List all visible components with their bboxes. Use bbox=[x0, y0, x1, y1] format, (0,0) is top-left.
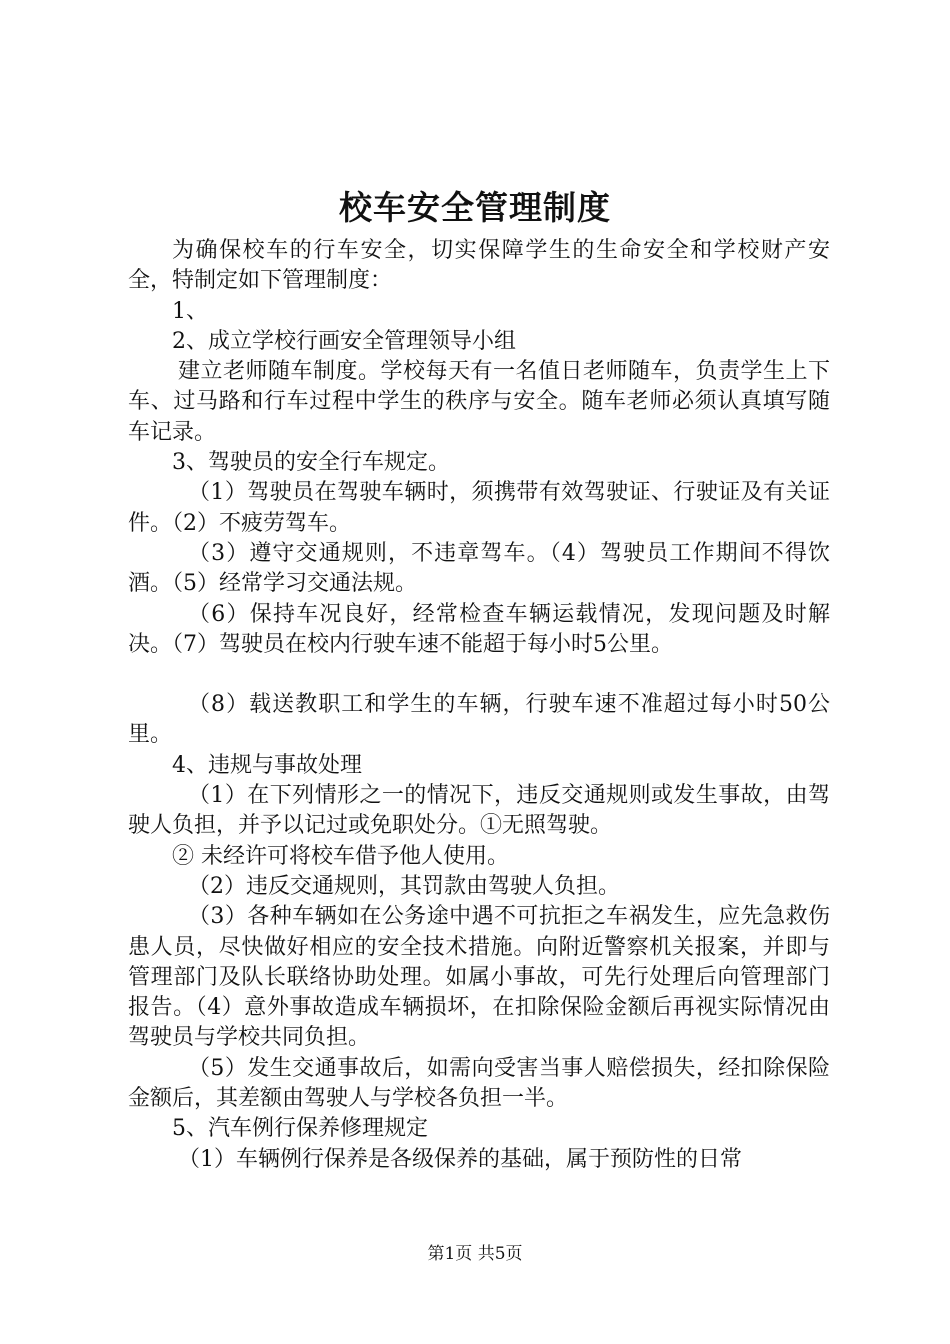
paragraph-rule-1-2: （1）驾驶员在驾驶车辆时，须携带有效驾驶证、行驶证及有关证件。（2）不疲劳驾车。 bbox=[128, 480, 830, 536]
document-body bbox=[128, 236, 830, 1175]
paragraph-item-1: 1、 bbox=[172, 298, 208, 324]
paragraph-rule-8: （8）载送教职工和学生的车辆，行驶车速不准超过每小时50公里。 bbox=[128, 692, 830, 748]
paragraph-rule-3-5: （3）遵守交通规则，不违章驾车。（4）驾驶员工作期间不得饮酒。（5）经常学习交通法规。 bbox=[128, 540, 830, 597]
paragraph-violation-1-b: ② 未经许可将校车借予他人使用。 bbox=[172, 843, 509, 869]
paragraph-violation-2: （2）违反交通规则，其罚款由驾驶人负担。 bbox=[188, 873, 620, 899]
paragraph-item-5: 5、汽车例行保养修理规定 bbox=[172, 1116, 428, 1142]
paragraph-item-3: 3、驾驶员的安全行车规定。 bbox=[172, 450, 450, 476]
paragraph-item-2: 2、成立学校行画安全管理领导小组 bbox=[172, 328, 516, 354]
paragraph-violation-5: （5）发生交通事故后，如需向受害当事人赔偿损失，经扣除保险金额后，其差额由驾驶人与学校各负担一半。 bbox=[128, 1055, 830, 1112]
paragraph-maintenance-1: （1）车辆例行保养是各级保养的基础，属于预防性的日常 bbox=[178, 1146, 742, 1172]
page-footer: 第1页 共5页 bbox=[427, 1244, 523, 1264]
paragraph-teacher-escort: 建立老师随车制度。学校每天有一名值日老师随车，负责学生上下车、过马路和行车过程中学生的秩序与安全。随车老师必须认真填写随车记录。 bbox=[128, 359, 830, 445]
paragraph-item-4: 4、违规与事故处理 bbox=[172, 752, 362, 778]
paragraph-violation-1: （1）在下列情形之一的情况下，违反交通规则或发生事故，由驾驶人负担，并予以记过或免职处分。①无照驾驶。 bbox=[128, 783, 830, 839]
paragraph-rule-6-7: （6）保持车况良好，经常检查车辆运载情况，发现问题及时解决。（7）驾驶员在校内行驶车速不能超于每小时5公里。 bbox=[128, 601, 830, 657]
paragraph-violation-3-4: （3）各种车辆如在公务途中遇不可抗拒之车祸发生，应先急救伤患人员，尽快做好相应的安全技术措施。向附近警察机关报案，并即与管理部门及队长联络协助处理。如属小事故，可先行处理后向管理部门报告。（4）意外事故造成车辆损坏，在扣除保险金额后再视实际情况由驾驶员与学校共同负担。 bbox=[128, 904, 830, 1051]
page-title: 校车安全管理制度 bbox=[339, 188, 611, 227]
paragraph-intro: 为确保校车的行车安全，切实保障学生的生命安全和学校财产安全，特制定如下管理制度： bbox=[128, 238, 830, 294]
